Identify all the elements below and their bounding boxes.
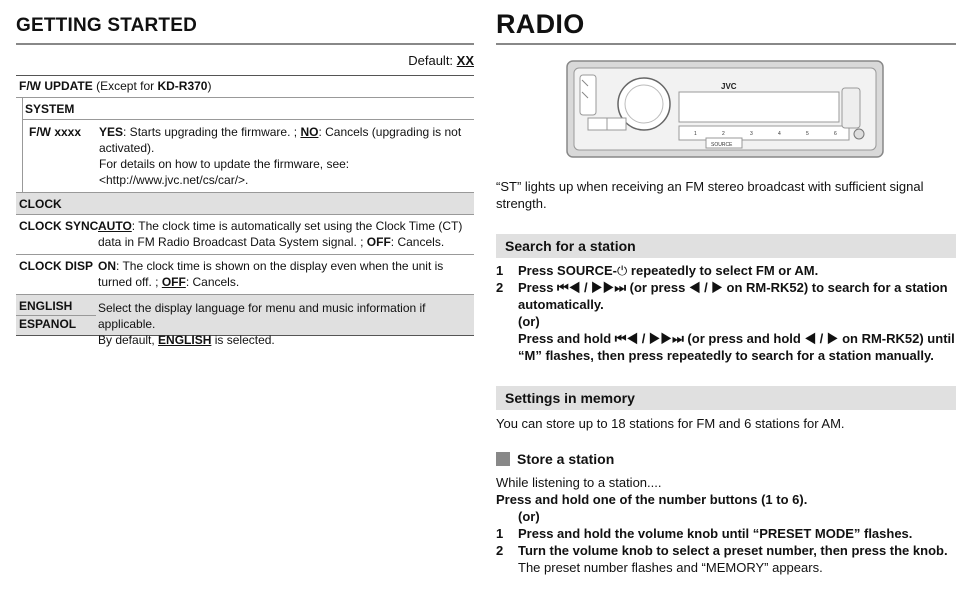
memory-text: You can store up to 18 stations for FM and 6 stations for AM.: [496, 416, 845, 431]
clock-sync-key: CLOCK SYNC: [19, 219, 99, 233]
display-window: [679, 92, 839, 122]
table-row: [16, 295, 474, 347]
memory-heading: Settings in memory: [496, 386, 956, 410]
espanol-key: ESPANOL: [19, 317, 77, 331]
store-intro: While listening to a station....: [496, 475, 662, 490]
preset-button-label: 6: [834, 131, 837, 137]
table-row: [23, 98, 474, 120]
fw-update-header: F/W UPDATE (Except for KD-R370): [19, 79, 212, 93]
st-info: “ST” lights up when receiving an FM stereo broadcast with sufficient signal strength.: [496, 179, 924, 211]
divider: [16, 43, 474, 45]
store-heading: Store a station: [496, 448, 956, 470]
store-or: (or): [518, 509, 540, 524]
clock-label: CLOCK: [19, 197, 62, 211]
preset-button-label: 4: [778, 131, 781, 137]
preset-buttons-strip: [679, 126, 849, 140]
list-item: 2 Turn the volume knob to select a preset number, then press the knob. The preset number flashes and “MEMORY” appears.: [496, 543, 948, 575]
divider: [16, 315, 96, 316]
clock-sync-desc: AUTO: The clock time is automatically set using the Clock Time (CT) data in FM Radio Broadcast Data System signal. ; OFF: Cancels.: [98, 219, 463, 249]
brand-logo: JVC: [721, 82, 737, 91]
language-desc: Select the display language for menu and music information if applicable. By default, ENGLISH is selected.: [98, 301, 426, 347]
preset-button-label: 2: [722, 131, 725, 137]
aux-jack: [854, 129, 864, 139]
clock-disp-key: CLOCK DISP: [19, 259, 94, 273]
default-value: XX: [456, 53, 474, 68]
english-key: ENGLISH: [19, 299, 73, 313]
store-press: Press and hold one of the number buttons (1 to 6).: [496, 492, 808, 507]
store-steps: [496, 525, 956, 576]
preset-button-label: 1: [694, 131, 697, 137]
car-stereo-illustration: [566, 60, 884, 158]
search-heading: Search for a station: [496, 234, 956, 258]
section-title: GETTING STARTED: [16, 15, 198, 36]
usb-port-cover: [842, 88, 860, 128]
square-icon: [496, 452, 510, 466]
default-note: [408, 53, 474, 68]
table-row: [23, 120, 474, 192]
fwxxxx-key: F/W xxxx: [29, 125, 82, 139]
preset-button-label: 5: [806, 131, 809, 137]
search-steps: [496, 262, 956, 364]
settings-table: [16, 75, 474, 347]
clock-disp-desc: ON: The clock time is shown on the display even when the unit is turned off. ; OFF: Cancels.: [98, 259, 444, 289]
power-icon: ⏻: [617, 263, 628, 278]
system-label: SYSTEM: [25, 102, 75, 116]
table-row: [16, 215, 474, 255]
preset-button-label: 3: [750, 131, 753, 137]
list-item: 1 Press and hold the volume knob until “PRESET MODE” flashes.: [496, 526, 913, 541]
fwxxxx-desc: YES: Starts upgrading the firmware. ; NO: Cancels (upgrading is not activated). For details on how to update the firmware, see: <http://www.jvc.net/cs/car/>.: [99, 125, 462, 187]
divider: [496, 43, 956, 45]
source-label: SOURCE: [711, 142, 733, 148]
table-row: [16, 255, 474, 295]
table-row: [16, 192, 474, 215]
system-group: [22, 98, 474, 192]
table-row: [16, 76, 474, 98]
default-label: Default:: [408, 53, 457, 68]
section-title: RADIO: [496, 9, 585, 39]
list-item: 1 Press SOURCE-⏻ repeatedly to select FM or AM.: [496, 263, 819, 278]
list-item: 2 Press ⏮◀ / ▶▶⏭ (or press ◀ / ▶ on RM-RK52) to search for a station automatically. (or) Press and hold ⏮◀ / ▶▶⏭ (or press and hold ◀ / ▶ on RM-RK52) until “M” flashes, then press repeatedly to search for a station manually.: [496, 280, 955, 363]
